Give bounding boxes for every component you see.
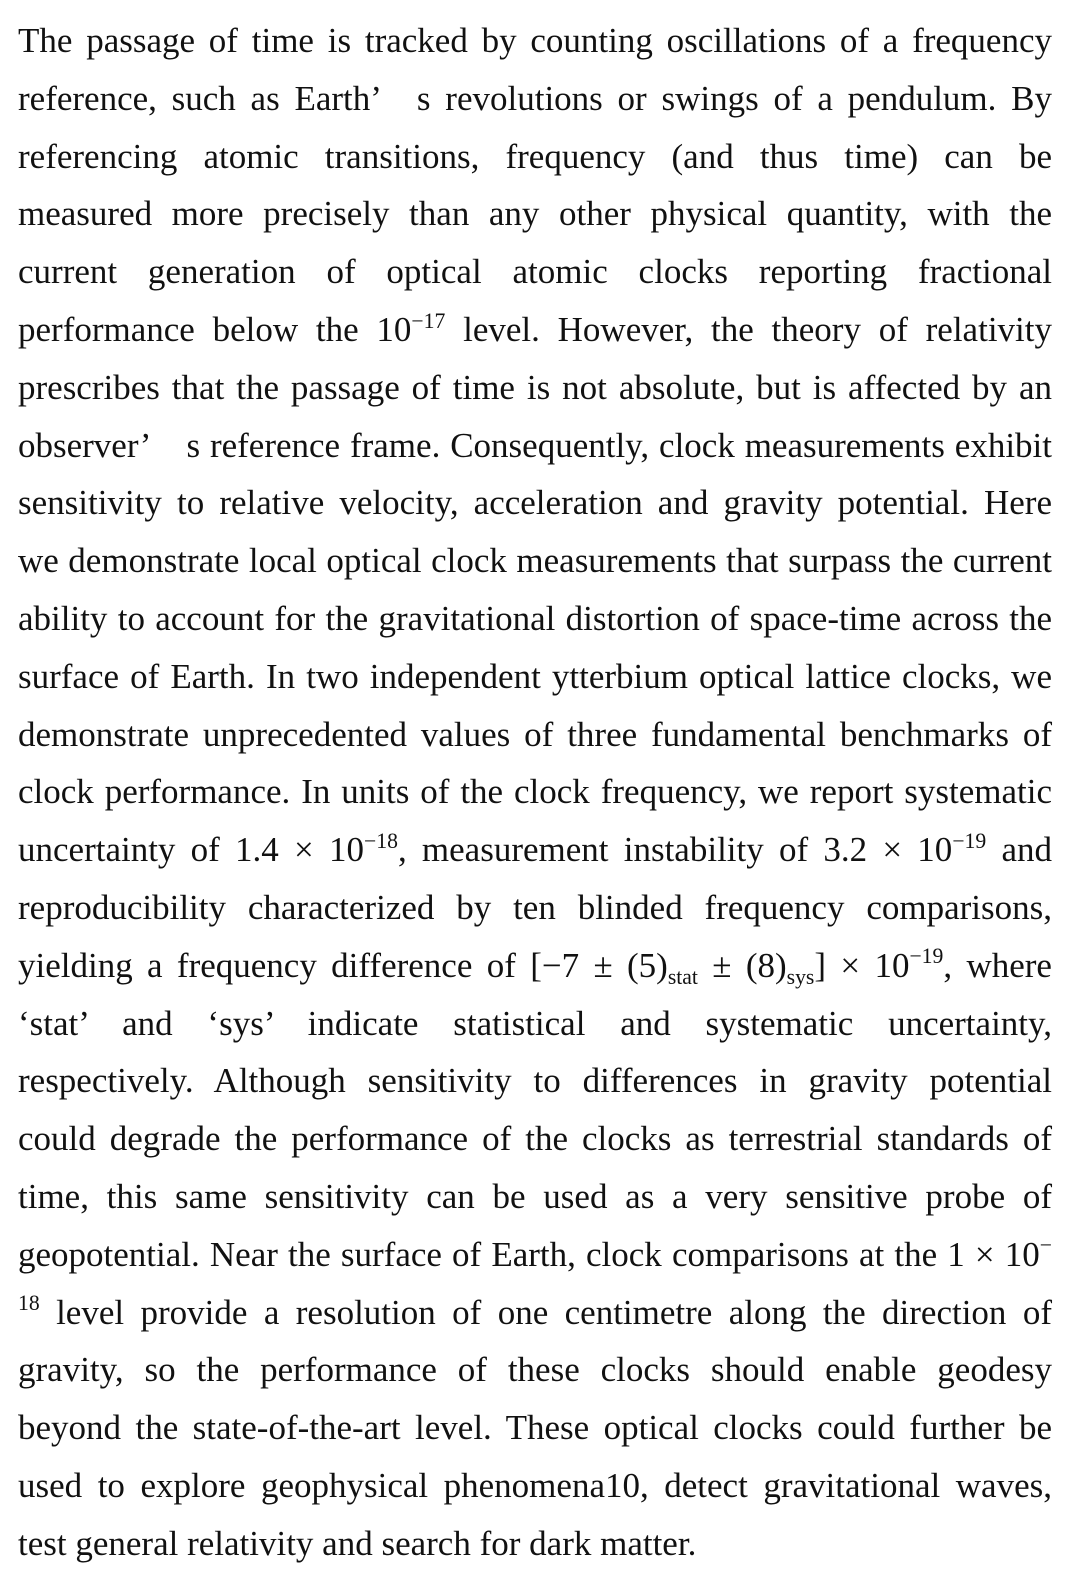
text-line xyxy=(18,532,1052,590)
text-run: used to explore geophysical phenomena10, detect gravitational waves, xyxy=(18,1465,1052,1505)
subscript: sys xyxy=(786,964,815,989)
text-run: ± (8) xyxy=(697,945,787,985)
text-run: referencing atomic transitions, frequency (and thus time) can be xyxy=(18,136,1052,176)
text-run: surface of Earth. In two independent ytterbium optical lattice clocks, we xyxy=(18,656,1052,696)
text-line xyxy=(18,763,1052,821)
text-line xyxy=(18,417,1052,475)
text-run: level. However, the theory of relativity xyxy=(445,309,1052,349)
text-run: time, this same sensitivity can be used as a very sensitive probe of xyxy=(18,1176,1052,1216)
text-run: yielding a frequency difference of [−7 ± (5) xyxy=(18,945,668,985)
text-line xyxy=(18,243,1052,301)
text-line xyxy=(18,1052,1052,1110)
text-line xyxy=(18,590,1052,648)
text-line xyxy=(18,1226,1052,1284)
text-run: test general relativity and search for dark matter. xyxy=(18,1523,697,1563)
text-run: level provide a resolution of one centimetre along the direction of xyxy=(39,1292,1052,1332)
subscript: stat xyxy=(667,964,698,989)
text-run: reference, such as Earth’ s revolutions or swings of a pendulum. By xyxy=(18,78,1052,118)
text-run: demonstrate unprecedented values of three fundamental benchmarks of xyxy=(18,714,1052,754)
text-line xyxy=(18,359,1052,417)
text-line xyxy=(18,474,1052,532)
superscript: −19 xyxy=(909,944,944,969)
text-line xyxy=(18,648,1052,706)
text-line xyxy=(18,1168,1052,1226)
text-line xyxy=(18,879,1052,937)
superscript: −17 xyxy=(411,308,446,333)
text-run: ‘stat’ and ‘sys’ indicate statistical and systematic uncertainty, xyxy=(18,1003,1052,1043)
text-run: beyond the state-of-the-art level. These optical clocks could further be xyxy=(18,1408,1052,1448)
text-line xyxy=(18,937,1052,995)
text-run: current generation of optical atomic clocks reporting fractional xyxy=(18,252,1052,292)
text-line xyxy=(18,1399,1052,1457)
text-run: performance below the 10 xyxy=(18,309,412,349)
text-run: reproducibility characterized by ten blinded frequency comparisons, xyxy=(18,887,1052,927)
text-run: and xyxy=(986,830,1053,870)
text-line xyxy=(18,1284,1052,1342)
text-run: , measurement instability of 3.2 × 10 xyxy=(397,830,953,870)
text-line xyxy=(18,1457,1052,1515)
text-run: sensitivity to relative velocity, acceleration and gravity potential. Here xyxy=(18,483,1052,523)
text-line xyxy=(18,185,1052,243)
text-run: geopotential. Near the surface of Earth, clock comparisons at the 1 × 10 xyxy=(18,1234,1040,1274)
text-line xyxy=(18,128,1052,186)
text-line xyxy=(18,995,1052,1053)
text-run: ability to account for the gravitational distortion of space-time across the xyxy=(18,598,1052,638)
text-run: gravity, so the performance of these clocks should enable geodesy xyxy=(18,1350,1052,1390)
text-run: prescribes that the passage of time is not absolute, but is affected by an xyxy=(18,367,1052,407)
superscript: 18 xyxy=(18,1291,40,1316)
text-run: , where xyxy=(943,945,1052,985)
text-run: clock performance. In units of the clock frequency, we report systematic xyxy=(18,772,1052,812)
text-line xyxy=(18,706,1052,764)
text-line xyxy=(18,301,1052,359)
text-run: we demonstrate local optical clock measurements that surpass the current xyxy=(18,541,1052,581)
text-line xyxy=(18,821,1052,879)
text-line xyxy=(18,1515,1052,1573)
text-run: ] × 10 xyxy=(814,945,910,985)
superscript: −18 xyxy=(364,828,398,853)
text-line xyxy=(18,12,1052,70)
text-run: The passage of time is tracked by counting oscillations of a frequency xyxy=(18,21,1052,60)
text-line xyxy=(18,70,1052,128)
abstract-text-block xyxy=(18,12,1052,1573)
text-line xyxy=(18,1341,1052,1399)
text-run: uncertainty of 1.4 × 10 xyxy=(18,830,365,870)
superscript: −19 xyxy=(952,828,987,853)
superscript: − xyxy=(1039,1233,1052,1258)
text-run: observer’ s reference frame. Consequently, clock measurements exhibit xyxy=(18,425,1052,465)
text-run: respectively. Although sensitivity to differences in gravity potential xyxy=(18,1061,1052,1101)
text-run: could degrade the performance of the clocks as terrestrial standards of xyxy=(18,1119,1052,1159)
text-line xyxy=(18,1110,1052,1168)
text-run: measured more precisely than any other physical quantity, with the xyxy=(18,194,1052,234)
